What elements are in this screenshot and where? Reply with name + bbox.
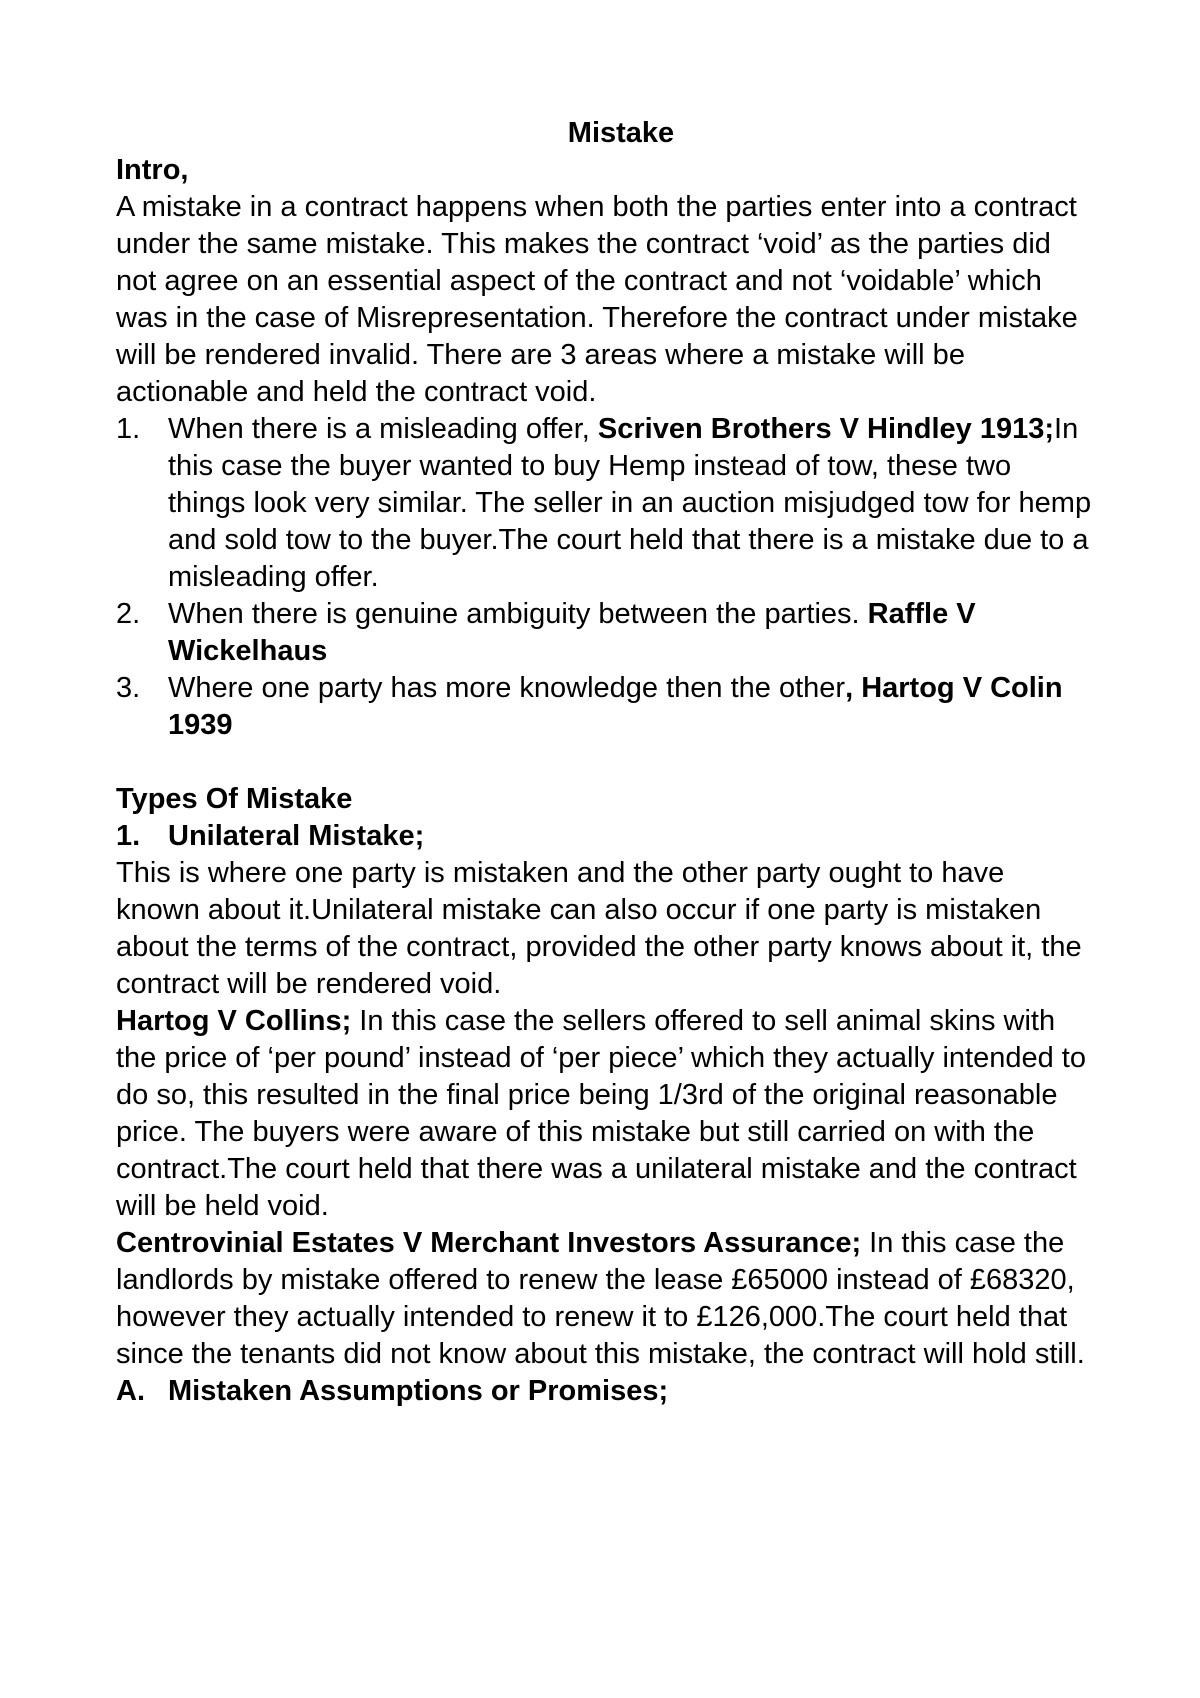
intro-heading: Intro, [116,154,189,186]
unilateral-heading [116,818,1096,855]
section-title: Unilateral Mistake; [168,820,425,852]
blank-line [116,744,1096,781]
types-heading: Types Of Mistake [116,783,353,815]
case-name: Hartog V Collins; [116,1005,352,1037]
case-paragraph-centrovincial [116,1225,1096,1373]
subsection-letter: A. [116,1375,145,1407]
subsection-heading [116,1373,1096,1410]
list-item-text: When there is genuine ambiguity between the parties. [168,598,868,630]
page-title: Mistake [567,117,675,149]
case-name: Raffle V Wickelhaus [168,598,976,667]
list-item-number: 3. [116,672,141,704]
case-name: , Hartog V Colin 1939 [168,672,1063,741]
list-item-text: Where one party has more knowledge then the other [168,672,846,704]
case-text: In this case the landlords by mistake offered to renew the lease £65000 instead of £68320, however they actually intended to renew it to £126,000.The court held that since the tenants did not know about this mistake, the contract will hold still. [116,1227,1085,1370]
list-item-detail: In this case the buyer wanted to buy Hemp instead of tow, these two things look very similar. The seller in an auction misjudged tow for hemp and sold tow to the buyer.The court held that there is a mistake due to a misleading offer. [168,413,1092,593]
list-item-text: When there is a misleading offer, [168,413,598,445]
case-name: Centrovinial Estates V Merchant Investors Assurance; [116,1227,862,1259]
section-number: 1. [116,820,141,852]
intro-list [116,411,1096,744]
subsection-title: Mistaken Assumptions or Promises; [168,1375,669,1407]
case-text: In this case the sellers offered to sell animal skins with the price of ‘per pound’ instead of ‘per piece’ which they actually intended to do so, this resulted in the final price being 1/3rd of the original reasonable price. The buyers were aware of this mistake but still carried on with the contract.The court held that there was a unilateral mistake and the contract will be held void. [116,1005,1086,1222]
case-paragraph-hartog [116,1003,1096,1225]
intro-paragraph: A mistake in a contract happens when both the parties enter into a contract under the same mistake. This makes the contract ‘void’ as the parties did not agree on an essential aspect of the contract and not ‘voidable’ which was in the case of Misrepresentation. Therefore the contract under mistake will be rendered invalid. There are 3 areas where a mistake will be actionable and held the contract void. [116,191,1078,408]
list-item [116,596,1096,670]
list-item [116,670,1096,744]
document-page [116,115,1096,1410]
list-item-number: 2. [116,598,141,630]
unilateral-paragraph: This is where one party is mistaken and the other party ought to have known about it.Unilateral mistake can also occur if one party is mistaken about the terms of the contract, provided the other party knows about it, the contract will be rendered void. [116,857,1082,1000]
case-name: Scriven Brothers V Hindley 1913; [597,413,1055,445]
list-item-number: 1. [116,413,141,445]
list-item [116,411,1096,596]
